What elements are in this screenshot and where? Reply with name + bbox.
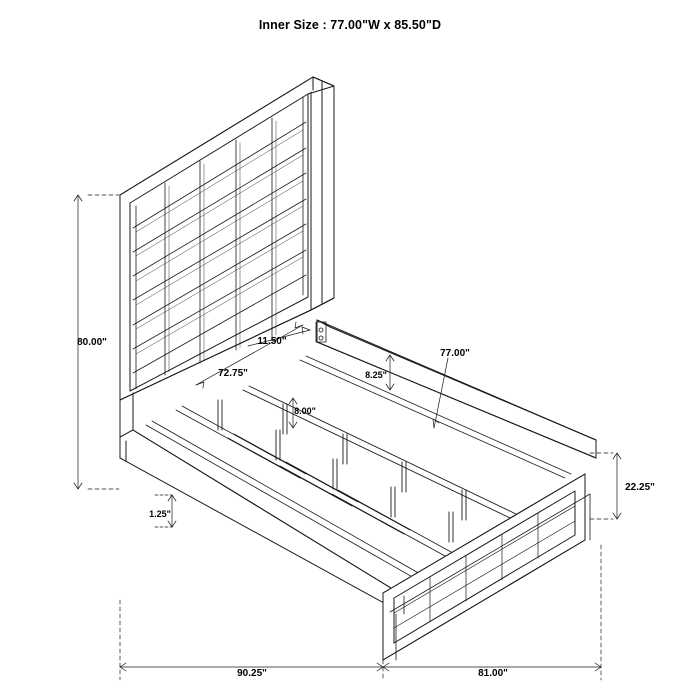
dim-label-leg-height: 8.00" <box>294 406 316 416</box>
dim-label-overall-depth-back: 81.00" <box>478 668 508 679</box>
footboard <box>383 474 590 660</box>
dim-label-slat-span: 72.75" <box>218 368 248 379</box>
page-title: Inner Size : 77.00"W x 85.50"D <box>258 18 442 32</box>
dim-label-inner-width: 77.00" <box>440 348 470 359</box>
dim-label-slat-spacing: 11.50" <box>257 336 287 347</box>
headboard-outer-frame <box>120 77 334 400</box>
dim-label-headboard-height: 80.00" <box>77 337 107 348</box>
dim-label-rail-depth: 8.25" <box>365 370 387 380</box>
dim-label-rail-height: 1.25" <box>149 509 171 519</box>
dim-label-overall-depth-front: 90.25" <box>237 668 267 679</box>
dim-label-footboard-height: 22.25" <box>625 482 655 493</box>
